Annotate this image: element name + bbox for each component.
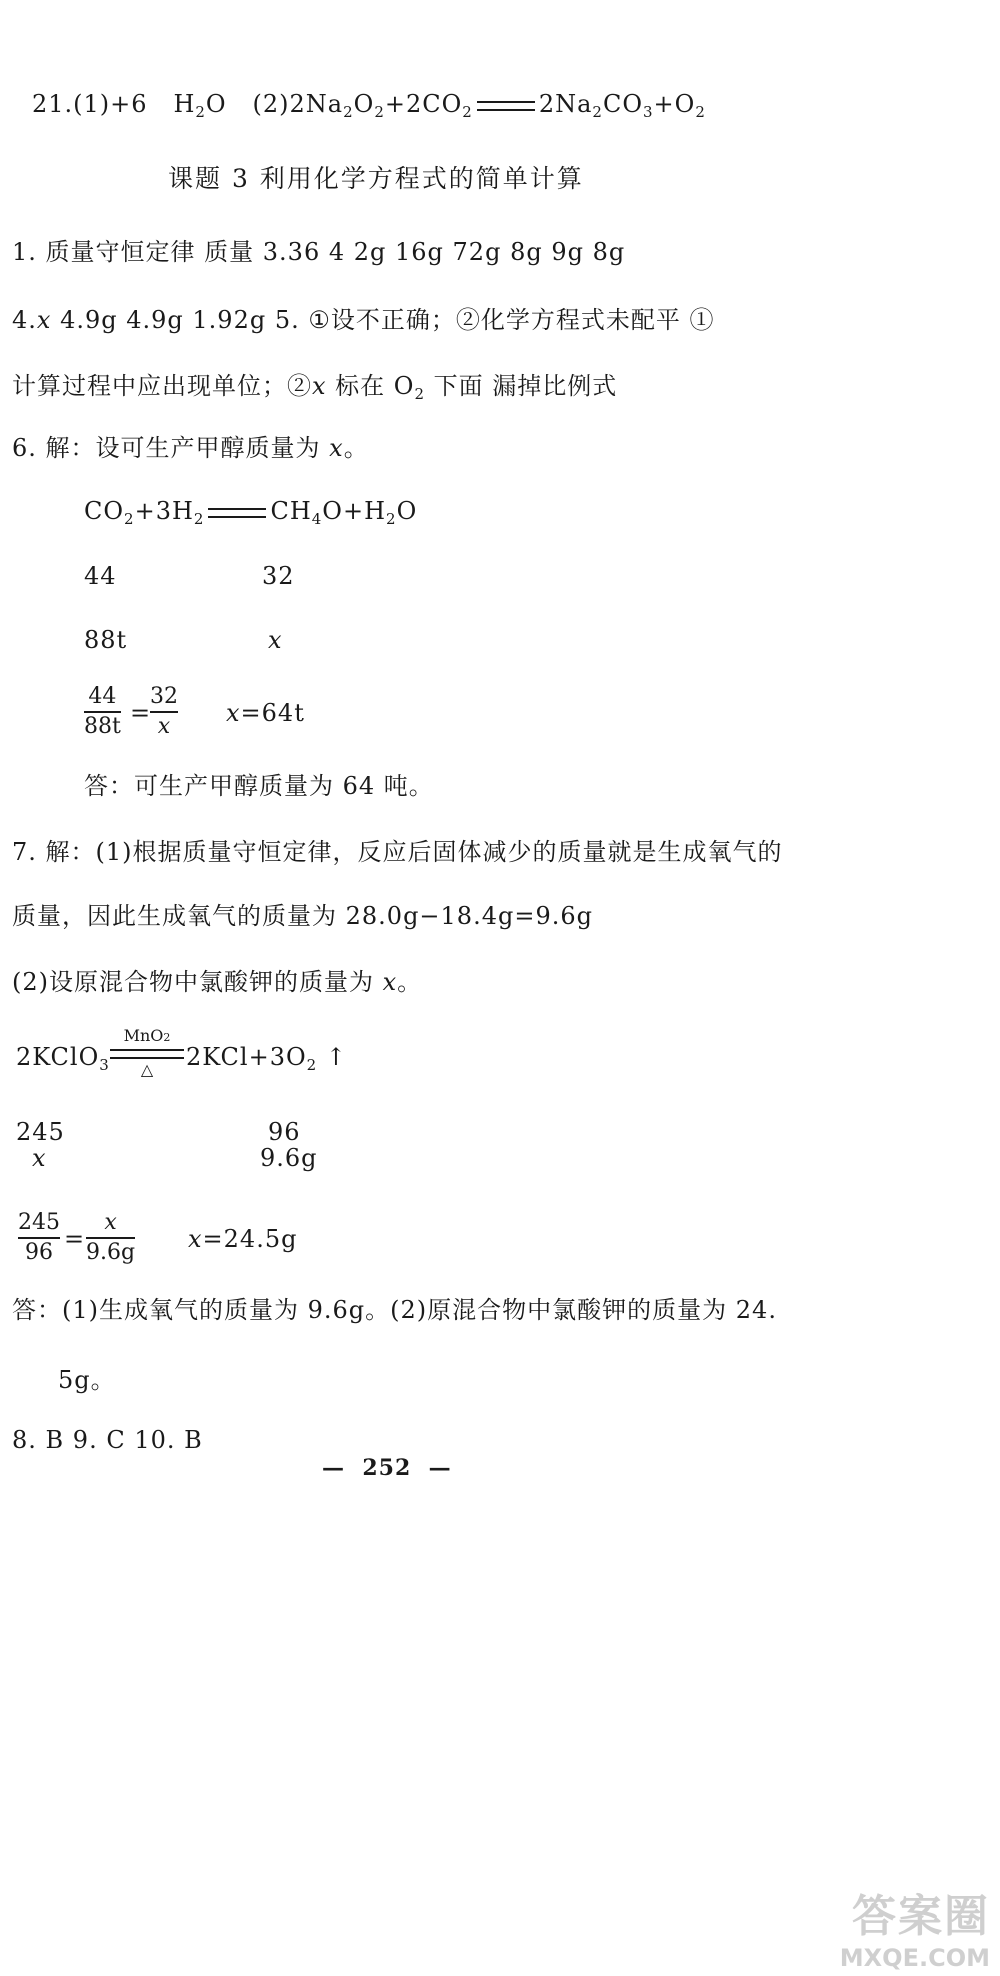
q7-line-3: (2)设原混合物中氯酸钾的质量为 x。 — [12, 968, 423, 996]
q7-equals: = — [64, 1225, 86, 1253]
up-arrow-icon: ↑ — [325, 1043, 347, 1071]
q6-answer: 答：可生产甲醇质量为 64 吨。 — [84, 772, 434, 800]
q7-mass-2: 96 — [268, 1118, 301, 1146]
q6-fraction-1: 44 88t — [84, 684, 121, 739]
q7-answer-1: 答：(1)生成氧气的质量为 9.6g。(2)原混合物中氯酸钾的质量为 24. — [12, 1296, 777, 1324]
q7-result: x=24.5g — [188, 1225, 298, 1253]
q6-equals: = — [130, 699, 152, 727]
q7-fraction-2: x 9.6g — [86, 1210, 136, 1265]
q6-fraction-2: 32 x — [150, 684, 178, 739]
q6-value-1: 88t — [84, 626, 128, 654]
q7-equation-right: $2KCl+3O_2$ ↑ — [186, 1043, 347, 1074]
q8-10-answers: 8. B 9. C 10. B — [12, 1426, 203, 1454]
page-number: — 252 — — [322, 1455, 452, 1481]
q6-result: x=64t — [226, 699, 305, 727]
q7-answer-2: 5g。 — [58, 1366, 116, 1394]
equals-sign — [477, 101, 535, 111]
q6-mass-1: 44 — [84, 562, 117, 590]
q21-number: 21. — [32, 90, 74, 118]
q6-value-2: x — [268, 626, 283, 654]
q7-value-2: 9.6g — [260, 1144, 318, 1172]
q7-mass-1: 245 — [16, 1118, 65, 1146]
watermark-logo: 答案圈 MXQE.COM — [839, 1891, 990, 1972]
q21-line: 21.(1)+6 $H_2O$ $(2)2Na_2O_2+2CO_2$ $2Na_2CO_3+O_2$ — [32, 90, 706, 121]
answers-line-2: 4.x 4.9g 4.9g 1.92g 5. ①设不正确；②化学方程式未配平 ① — [12, 306, 715, 334]
q7-value-1: x — [32, 1144, 47, 1172]
q7-reaction-condition: MnO2 △ — [110, 1027, 184, 1079]
q7-equation-left: 2KClO$_3$ — [16, 1043, 110, 1074]
q7-line-1: 7. 解：(1)根据质量守恒定律，反应后固体减少的质量就是生成氧气的 — [12, 838, 783, 866]
answers-line-1: 1. 质量守恒定律 质量 3.36 4 2g 16g 72g 8g 9g 8g — [12, 238, 626, 266]
q6-equation: $CO_2+3H_2$ $CH_4O+H_2O$ — [84, 497, 418, 528]
q7-line-2: 质量，因此生成氧气的质量为 28.0g−18.4g=9.6g — [12, 902, 593, 930]
answers-line-3: 计算过程中应出现单位；②x 标在 $O_2$ 下面 漏掉比例式 — [12, 372, 618, 403]
q6-mass-2: 32 — [262, 562, 295, 590]
q7-fraction-1: 245 96 — [18, 1210, 60, 1265]
section-title: 课题 3 利用化学方程式的简单计算 — [168, 164, 584, 193]
q6-heading: 6. 解：设可生产甲醇质量为 x。 — [12, 434, 369, 462]
